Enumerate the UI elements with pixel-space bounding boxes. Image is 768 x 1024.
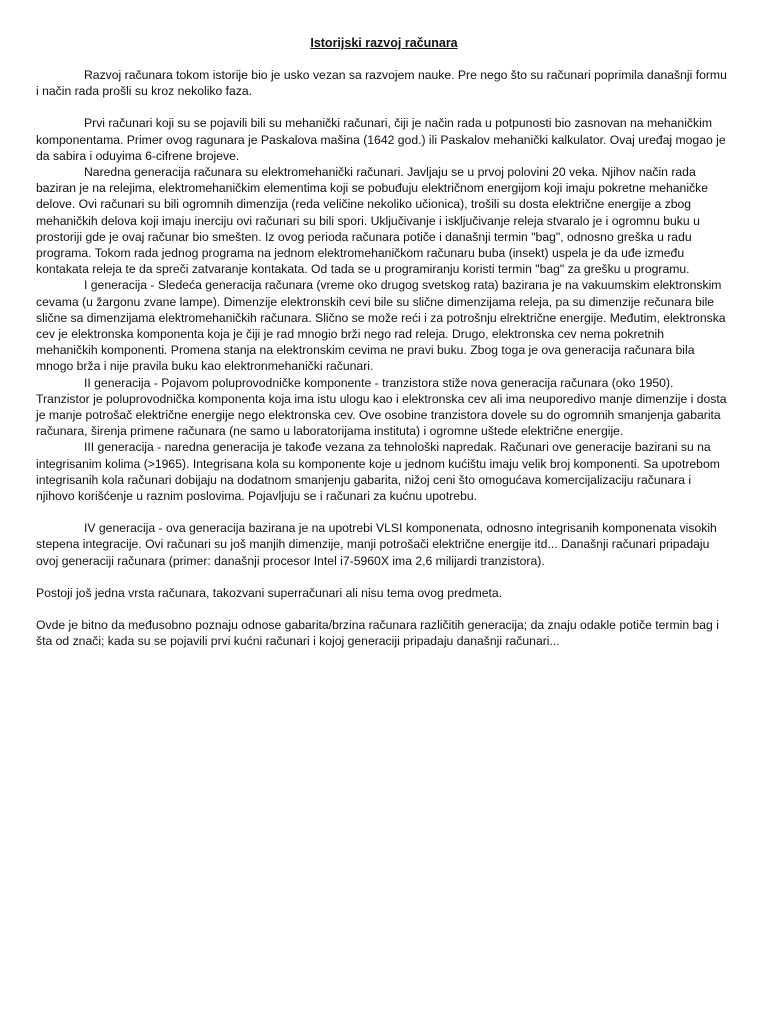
paragraph-electromechanical-computers: Naredna generacija računara su elektromehanički računari. Javljaju se u prvoj polovini 20 veka. Njihov način rada baziran je na relejima, elektromehaničkim elementima koji se pobuđuju električnom energijom koji imaju pokretne mehaničke delove. Ovi računari su bili ogromnih dimenzija (reda veličine nekoliko učionica), trošili su dosta električne energije a zbog mehaničkih delova koji imaju inerciju ovi računari su bili spori. Uključivanje i isključivanje releja stvaralo je i ogromnu buku u prostoriji gde je ovaj računar bio smešten. Iz ovog perioda računara potiče i današnji termin "bag", odnosno greška u radu programa. Tokom rada jednog programa na jednom elektromehaničkom računaru buba (insekt) uspela je da uđe između kontakata releja te da spreči zatvaranje kontakata. Od tada se u programiranju koristi termin "bag" za grešku u programu. bbox=[36, 165, 708, 277]
paragraph-third-generation: III generacija - naredna generacija je takođe vezana za tehnološki napredak. Računari ove generacije bazirani su na integrisanim kolima (>1965). Integrisana kola su komponente koje u jednom kućištu imaju velik broj komponenti. Sa upotrebom integrisanih kola računari dobijaju na dodatnom smanjenju gabarita, nižoj ceni što omogućava komercijalizaciju računara i njihovo korišćenje u raznim poslovima. Pojavljuju se i računari za kućnu upotrebu. bbox=[36, 440, 720, 504]
paragraph-supercomputers: Postoji još jedna vrsta računara, takozvani superračunari ali nisu tema ovog predmeta. bbox=[36, 585, 503, 600]
paragraph-first-generation: I generacija - Sledeća generacija računara (vreme oko drugog svetskog rata) bazirana je na vakuumskim elektronskim cevama (u žargonu zvane lampe). Dimenzije elektronskih cevi bile su slične dimenzijama releja, pa su dimenzije rečunara bile slične sa dimenzijama elektromehaničkih računara. Slično se može reći i za potrošnju elrektrične energije. Međutim, elektronska cev je elektronska komponenta koja je čiji je rad mnogio brži nego rad releja. Drugo, elektronska cev nema pokretnih mehaničkih komponenti. Promena stanja na elektronskim cevima ne pravi buku. Zbog toga je ova generacija računara bila mnogo brža i nije pravila buku kao elektronmehanički računari. bbox=[36, 278, 726, 374]
page-title: Istorijski razvoj računara bbox=[310, 36, 458, 50]
paragraph-fourth-generation: IV generacija - ova generacija bazirana je na upotrebi VLSI komponenata, odnosno integrisanih komponenata visokih stepena integracije. Ovi računari su još manjih dimenzije, manji potrošači električne energije itd... Današnji računari pripadaju ovoj generaciji računara (primer: današnji procesor Intel i7-5960X ima 2,6 milijardi tranzistora). bbox=[36, 521, 717, 568]
paragraph-intro: Razvoj računara tokom istorije bio je usko vezan sa razvojem nauke. Pre nego što su računari poprimila današnji formu i način rada prošli su kroz nekoliko faza. bbox=[36, 68, 727, 99]
document-body bbox=[36, 67, 728, 650]
paragraph-mechanical-computers: Prvi računari koji su se pojavili bili su mehanički računari, čiji je način rada u potpunosti bio zasnovan na mehaničkim komponentama. Primer ovog ragunara je Paskalova mašina (1642 god.) ili Paskalov mehanički kalkulator. Ovaj uređaj mogao je da sabira i oduyima 6-cifrene brojeve. bbox=[36, 116, 726, 163]
paragraph-study-notes: Ovde je bitno da međusobno poznaju odnose gabarita/brzina računara različitih generacija; da znaju odakle potiče termin bag i šta od znači; kada su se pojavili prvi kućni računari i kojoj generaciji pripadaju današnji računari... bbox=[36, 618, 719, 649]
paragraph-second-generation: II generacija - Pojavom poluprovodničke komponente - tranzistora stiže nova generacija računara (oko 1950). Tranzistor je poluprovodnička komponenta koja ima istu ulogu kao i elektronska cev ali ima neuporedivo manje dimenzije i dosta je manje potrošač električne energije nego elektronska cev. Ove osobine tranzistora dovele su do ogromnih smanjenja gabarita računara, širenja primene računara (ne samo u laboratorijama instituta) i ogromne uštede električne energije. bbox=[36, 375, 727, 439]
